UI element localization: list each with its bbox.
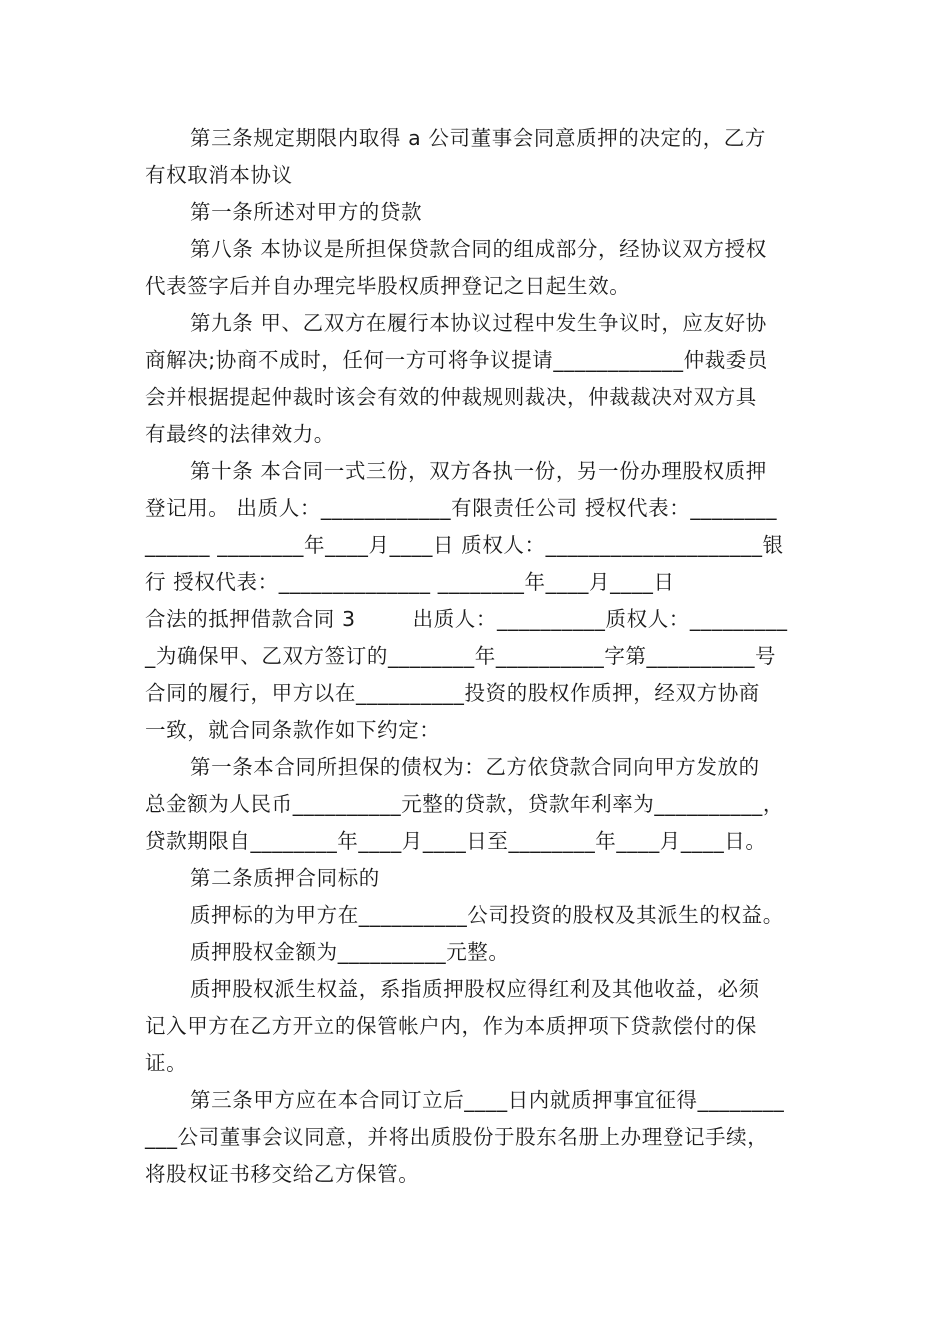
paragraph-line: 第一条本合同所担保的债权为：乙方依贷款合同向甲方发放的: [190, 755, 760, 779]
paragraph-line: 将股权证书移交给乙方保管。: [145, 1162, 420, 1186]
paragraph-line: 质押股权派生权益，系指质押股权应得红利及其他收益，必须: [190, 977, 760, 1001]
paragraph-line: 商解决;协商不成时，任何一方可将争议提请____________仲裁委员: [145, 348, 769, 372]
paragraph-line: 第八条 本协议是所担保贷款合同的组成部分，经协议双方授权: [190, 237, 767, 261]
paragraph-line: 第二条质押合同标的: [190, 866, 380, 890]
paragraph-line: 第一条所述对甲方的贷款: [190, 200, 423, 224]
paragraph-line: 登记用。 出质人：____________有限责任公司 授权代表：________: [145, 496, 778, 520]
paragraph-line: 有最终的法律效力。: [145, 422, 335, 446]
paragraph-line: 第三条规定期限内取得 a 公司董事会同意质押的决定的，乙方: [190, 126, 766, 150]
paragraph-line: 第十条 本合同一式三份，双方各执一份，另一份办理股权质押: [190, 459, 767, 483]
paragraph-line: 贷款期限自________年____月____日至________年____月____日。: [145, 829, 767, 853]
paragraph-line: 第三条甲方应在本合同订立后____日内就质押事宜征得________: [190, 1088, 785, 1112]
paragraph-line: 第九条 甲、乙双方在履行本协议过程中发生争议时，应友好协: [190, 311, 767, 335]
paragraph-line: 总金额为人民币__________元整的贷款，贷款年利率为__________，: [145, 792, 784, 816]
paragraph-line: 质押标的为甲方在__________公司投资的股权及其派生的权益。: [190, 903, 784, 927]
paragraph-line: 有权取消本协议: [145, 163, 293, 187]
paragraph-line: 质押股权金额为__________元整。: [190, 940, 510, 964]
paragraph-line: 证。: [145, 1051, 188, 1075]
paragraph-line: _为确保甲、乙双方签订的________年__________字第__________号: [145, 644, 777, 668]
paragraph-line: 行 授权代表：______________ ________年____月____日: [145, 570, 675, 594]
paragraph-line: ___公司董事会议同意，并将出质股份于股东名册上办理登记手续，: [145, 1125, 769, 1149]
paragraph-line: 合法的抵押借款合同 3 出质人：__________质权人：_________: [145, 607, 788, 631]
paragraph-line: 会并根据提起仲裁时该会有效的仲裁规则裁决，仲裁裁决对双方具: [145, 385, 757, 409]
paragraph-line: 一致，就合同条款作如下约定：: [145, 718, 441, 742]
paragraph-line: ______ ________年____月____日 质权人：____________________银: [145, 533, 784, 557]
paragraph-line: 合同的履行，甲方以在__________投资的股权作质押，经双方协商: [145, 681, 760, 705]
paragraph-line: 记入甲方在乙方开立的保管帐户内，作为本质押项下贷款偿付的保: [145, 1014, 757, 1038]
paragraph-line: 代表签字后并自办理完毕股权质押登记之日起生效。: [145, 274, 631, 298]
